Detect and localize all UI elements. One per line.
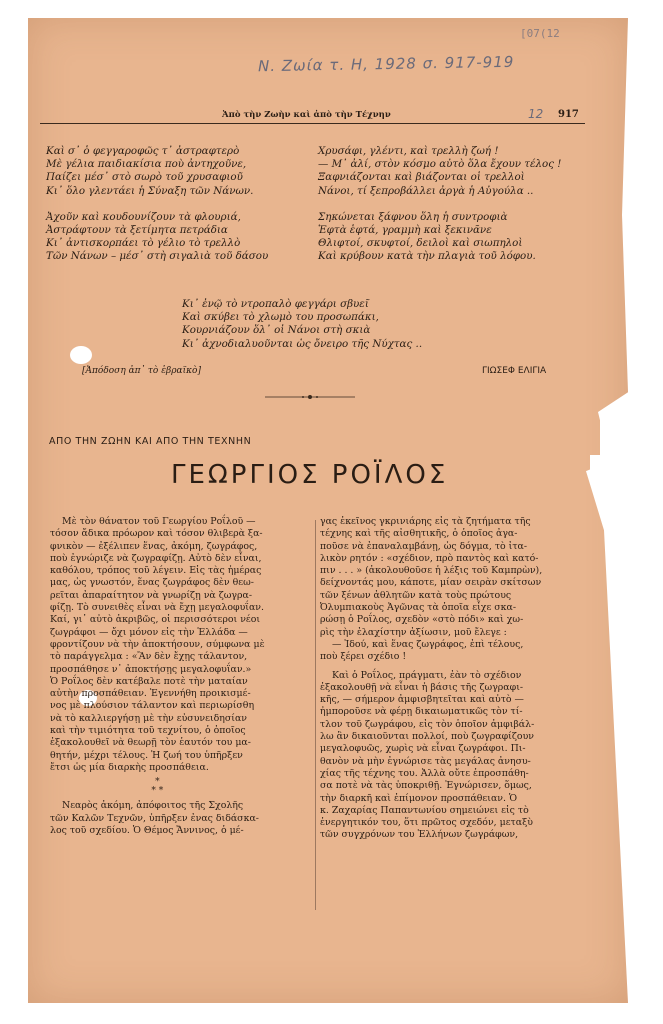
text-line: Ὁ Ροΐλος δὲν κατέβαλε ποτὲ τὴν ματαίαν	[50, 675, 248, 687]
text-line: φίζῃ. Τὸ συνειθὲς εἶναι νὰ ἔχῃ μεγαλοφυΐαν.	[50, 602, 264, 614]
text-line: τῶν Καλῶν Τεχνῶν, ὑπῆρξεν ἐνας διδάσκα-	[50, 812, 259, 824]
poem-right-column	[318, 145, 561, 264]
text-line: ποὺ ἐγνώριζε νὰ ζωγραφίζῃ. Αὐτὸ δὲν εἶναι,	[50, 552, 262, 564]
text-line: τέχνης καὶ τῆς αἰσθητικῆς, ὁ ὁποῖος ἀγα-	[320, 528, 518, 540]
text-line: ρὶς τὴν ἐλαχίστην ἀξίωσιν, μοῦ ἔλεγε :	[320, 626, 507, 638]
text-line: αὐτὴν προσπάθειαν. Ἐγεννήθη προικισμέ-	[50, 688, 251, 700]
text-line: — Ἰδού, καὶ ἕνας ζωγράφος, ἐπὶ τέλους,	[332, 638, 524, 650]
article-title: ΓΕΩΡΓΙΟΣ ΡΟΪΛΟΣ	[171, 460, 449, 490]
text-line: σα ποτὲ νὰ τὰς ὑποκριθῇ. Ἐγνώρισεν, ὅμως,	[320, 780, 532, 792]
text-line: ἠμποροῦσε νὰ φέρῃ δικαιωματικῶς τὸν τί-	[320, 706, 523, 718]
text-line: καὶ τὴν τιμιότητα τοῦ τεχνίτου, ὁ ὁποῖος	[50, 725, 246, 737]
text-line: τῶν ξένων ἀθλητῶν κατὰ τοὺς πρώτους	[320, 589, 512, 601]
poem-line: Θλιφτοί, σκυφτοί, δειλοὶ καὶ σιωπηλοὶ	[318, 237, 523, 250]
column-divider	[315, 520, 316, 910]
text-line: ἐξακολουθῇ νὰ εἶναι ἡ βάσις τῆς ζωγραφι-	[320, 681, 524, 693]
text-line: Μὲ τὸν θάνατον τοῦ Γεωργίου Ροΐλοῦ —	[62, 516, 256, 527]
text-line: ρεῖται ἀπαραίτητον νὰ γνωρίζῃ νὰ ζωγρα-	[50, 589, 253, 601]
text-line: ζωγράφοι — ὄχι μόνον εἰς τὴν Ἑλλάδα —	[50, 626, 248, 638]
text-line: λικὸν ρητόν : «σχέδιον, πρὸ παντὸς καὶ κατό-	[320, 552, 539, 564]
poem-line: Τῶν Νάνων – μέσ᾽ στὴ σιγαλιὰ τοῦ δάσου	[46, 250, 269, 263]
punch-hole	[70, 346, 92, 364]
translation-note: [Ἀπόδοση ἀπ᾽ τὸ ἑβραϊκὸ]	[82, 366, 201, 376]
ornament-divider	[265, 393, 355, 401]
text-line: κῆς, — σήμερον ἀμφισβητεῖται καὶ αὐτὸ —	[320, 694, 524, 706]
text-line: ποὺ ξέρει σχέδιο !	[320, 651, 407, 663]
star-line: * *	[151, 786, 164, 797]
star-line: *	[155, 777, 160, 788]
running-title: Ἀπὸ τὴν Ζωὴν καὶ ἀπὸ τὴν Τέχνην	[222, 110, 391, 120]
text-line: τὸ παράγγελμα : «Ἂν δὲν ἔχῃς τάλαντον,	[50, 651, 248, 663]
poem-left-column	[46, 145, 268, 264]
text-line: τλον τοῦ ζωγράφου, εἰς τὸν ὁποῖον ἀμφιβάλ-	[320, 718, 535, 730]
article-right-column	[320, 516, 542, 842]
text-line: ἐξακολουθεῖ νὰ θεωρῇ τὸν ἑαυτόν του μα-	[50, 737, 251, 749]
text-line: πιν . . . » (ἀκολουθοῦσε ἡ λέξις τοῦ Καμπρὼν),	[320, 565, 543, 577]
text-line: λος τοῦ σχεδίου. Ὁ Θέμος Ἄννινος, ὁ μέ-	[50, 824, 244, 836]
poem-line: Νάνοι, τί ξεπροβάλλει ἀργὰ ἡ Αὐγούλα ..	[318, 184, 534, 197]
handwritten-reference: N. Zωία τ. H, 1928 σ. 917-919	[257, 52, 515, 76]
page-number: 917	[558, 109, 579, 120]
text-line: γας ἐκεῖνος γκρινιάρης εἰς τὰ ζητήματα τῆς	[320, 516, 531, 527]
poem-line: Ἀστράφτουν τὰ ξετίμητα πετράδια	[46, 224, 228, 237]
poem-line: Καὶ σ᾽ ὁ φεγγαροφῶς τ᾽ ἀστραφτερὸ	[46, 145, 240, 157]
poem-line: Κι᾽ ἀχνοδιαλυοῦνται ὡς ὄνειρο τῆς Νύχτας ..	[182, 337, 423, 350]
text-line: φνικὸν — ἐξέλιπεν ἕνας, ἀκόμη, ζωγράφος,	[50, 540, 258, 552]
poem-line: Κι᾽ ὅλο γλεντάει ἡ Σύναξη τῶν Νάνων.	[46, 184, 254, 197]
poem-line: — Μ᾽ ἀλί, στὸν κόσμο αὐτὸ ὅλα ἔχουν τέλος !	[318, 158, 562, 171]
section-kicker: ΑΠΟ ΤΗΝ ΖΩΗΝ ΚΑΙ ΑΠΟ ΤΗΝ ΤΕΧΝΗΝ	[49, 436, 252, 447]
poem-line: Κι᾽ ἐνῷ τὸ ντροπαλὸ φεγγάρι σβυεῖ	[182, 298, 369, 310]
poem-line: Καὶ κρύβουν κατὰ τὴν πλαγιὰ τοῦ λόφου.	[318, 250, 536, 263]
poem-line: Παίζει μέσ᾽ στὸ σωρὸ τοῦ χρυσαφιοῦ	[46, 171, 243, 184]
text-line: ἐνεργητικόν του, ὅτι πρῶτος σχεδόν, μεταξὺ	[320, 817, 533, 829]
torn-edge	[590, 455, 663, 480]
text-line: νὰ τὸ καλλιεργήσῃ μὲ τὴν εὐσυνειδησίαν	[50, 712, 247, 724]
text-line: τῶν συγχρόνων του Ἑλλήνων ζωγράφων,	[320, 829, 519, 841]
text-line: μας, ὡς γνωστόν, ἕνας ζωγράφος δὲν θεω-	[50, 577, 254, 589]
text-line: Καὶ ὁ Ροΐλος, πράγματι, ἐὰν τὸ σχέδιον	[332, 669, 522, 681]
text-line: δείχνοντάς μου, κάποτε, μίαν σειρὰν σκίτσων	[320, 577, 542, 589]
text-line: προσπάθησε ν᾽ ἀποκτήσῃς μεγαλοφυΐαν.»	[50, 663, 252, 675]
section-break-stars	[50, 774, 265, 800]
article-left-column	[50, 516, 265, 837]
poem-final-stanza	[182, 298, 422, 351]
poem-line: Καὶ σκύβει τὸ χλωμὸ του προσωπάκι,	[182, 311, 379, 324]
text-line: μεγαλοφυῶς, χωρὶς νὰ εἶναι ζωγράφοι. Πι-	[320, 743, 526, 755]
handwritten-page-number: 12	[528, 107, 544, 121]
text-line: θανὸν νὰ μὴν ἐγνώρισε τὰς μεγάλας ἀνησυ-	[320, 755, 531, 767]
poem-line: Ξαφνιάζονται καὶ βιάζονται οἱ τρελλοὶ	[318, 171, 525, 184]
poem-line: Ἀχοῦν καὶ κουδουνίζουν τὰ φλουριά,	[46, 210, 241, 223]
archive-stamp: [07(12	[520, 27, 560, 40]
text-line: θητήν, μέχρι τέλους. Ἡ ζωή του ὑπῆρξεν	[50, 749, 243, 761]
poem-line: Ἑφτὰ ἑφτά, γραμμὴ καὶ ξεκινᾶνε	[318, 224, 492, 237]
text-line: τόσον ἄδικα πρόωρον καὶ τόσον θλιβερὰ ξα-	[50, 528, 263, 540]
text-line: χίας τῆς τέχνης του. Ἀλλὰ οὔτε ἐπροσπάθη-	[320, 767, 529, 779]
poem-line: Κουρνιάζουν ὅλ᾽ οἱ Νάνοι στὴ σκιὰ	[182, 324, 371, 337]
poem-line: Χρυσάφι, γλέντι, καὶ τρελλὴ ζωή !	[318, 145, 499, 157]
text-line: τὴν διαρκῆ καὶ ἐπίμονον προσπάθειαν. Ὁ	[320, 792, 518, 804]
header-rule	[40, 123, 585, 124]
text-line: νος μὲ πλούσιον τάλαντον καὶ περιωρίσθη	[50, 700, 255, 712]
poem-line: Σηκώνεται ξάφνου ὅλη ἡ συντροφιὰ	[318, 210, 508, 223]
text-line: ποῦσε νὰ ἐπαναλαμβάνῃ, ὡς δόγμα, τὸ ἰτα-	[320, 540, 528, 552]
text-line: ἔτσι ὡς μία διαρκὴς προσπάθεια.	[50, 761, 209, 773]
poem-author: ΓΙΩΣΕΦ ΕΛΙΓΙΑ	[482, 366, 547, 376]
text-line: Καί, γι᾽ αὐτὸ ἀκριβῶς, οἱ περισσότεροι νέοι	[50, 614, 261, 626]
text-line: Ὀλυμπιακοὺς Ἀγῶνας τὰ ὁποῖα εἶχε σκα-	[320, 602, 517, 614]
text-line: Νεαρὸς ἀκόμη, ἀπόφοιτος τῆς Σχολῆς	[62, 800, 244, 812]
poem-line: Μὲ γέλια παιδιακίσια ποὺ ἀντηχοῦνε,	[46, 158, 247, 171]
text-line: ρώσῃ ὁ Ροΐλος, σχεδὸν «στὸ πόδι» καὶ χω-	[320, 614, 524, 626]
text-line: φροντίζουν νὰ τὴν ἀποκτήσουν, σύμφωνα μὲ	[50, 638, 265, 650]
text-line: καθόλου, τρόπος τοῦ λέγειν. Εἰς τὰς ἡμέρας	[50, 565, 262, 577]
poem-line: Κι᾽ ἀντισκορπάει τὸ γέλιο τὸ τρελλὸ	[46, 237, 241, 250]
text-line: κ. Ζαχαρίας Παπαντωνίου σημειώνει εἰς τὸ	[320, 804, 529, 816]
text-line: λω ἂν δικαιοῦνται πολλοί, ποὺ ζωγραφίζουν	[320, 731, 534, 743]
